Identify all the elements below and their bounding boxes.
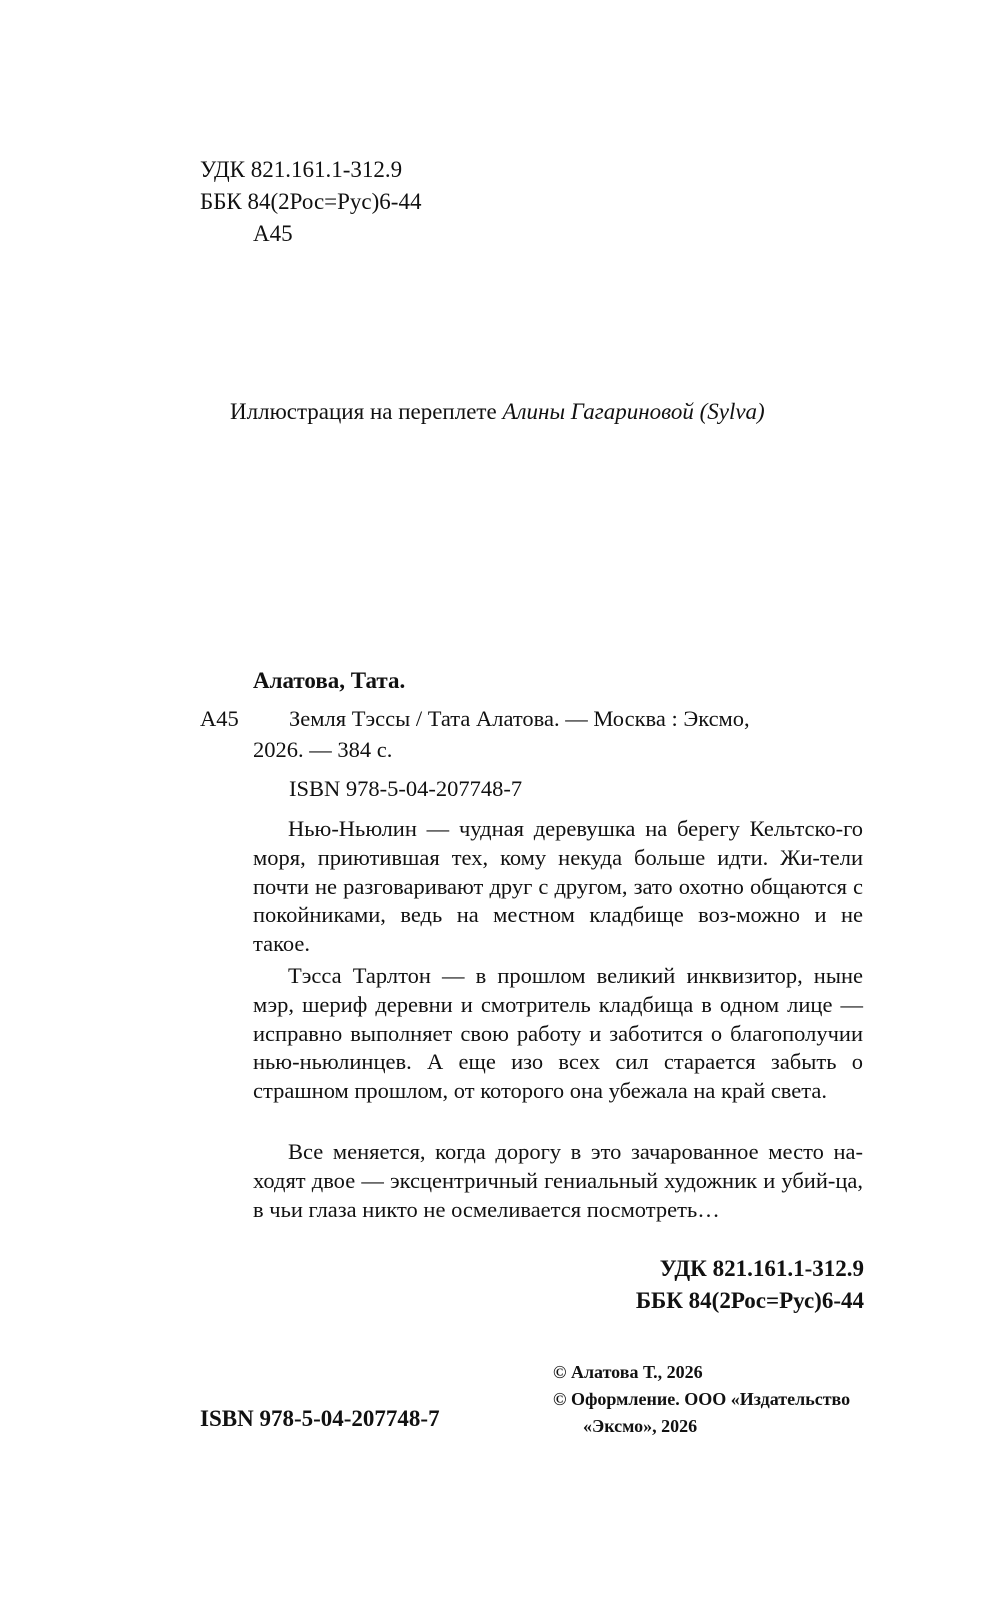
entry-title-line-2: 2026. — 384 с. <box>253 737 393 762</box>
author-heading: Алатова, Тата. <box>253 668 406 693</box>
bottom-udk-code: УДК 821.161.1-312.9 <box>659 1256 864 1281</box>
top-bbk-code: ББК 84(2Рос=Рус)6-44 <box>200 189 422 214</box>
top-author-mark: А45 <box>253 221 293 246</box>
bottom-bbk-code: ББК 84(2Рос=Рус)6-44 <box>635 1288 864 1313</box>
annotation-paragraph: Тэсса Тарлтон — в прошлом великий инквизитор, ныне мэр, шериф деревни и смотритель кладбища в одном лице — исправно выполняет свою работу и заботится о благополучии нью-ньюлинцев. А еще изо всех сил старается забыть о страшном прошлом, от которого она убежала на край света. <box>253 963 863 1104</box>
entry-author-mark: А45 <box>200 706 239 731</box>
credit-prefix: Иллюстрация на переплете <box>230 399 503 424</box>
annotation-paragraph: Нью-Ньюлин — чудная деревушка на берегу Кельтско-го моря, приютившая тех, кому некуда больше идти. Жи-тели почти не разговаривают друг с другом, зато охотно общаются с покойниками, ведь на местном кладбище воз-можно и не такое. <box>253 816 863 957</box>
annotation-paragraph: Все меняется, когда дорогу в это зачарованное место на-ходят двое — эксцентричный гениальный художник и убий-ца, в чьи глаза никто не осмеливается посмотреть… <box>253 1139 863 1222</box>
credit-artist: Алины Гагариновой (Sylva) <box>502 399 765 424</box>
isbn-bottom: ISBN 978-5-04-207748-7 <box>200 1406 440 1431</box>
copyright-line-1: © Алатова Т., 2026 <box>553 1362 703 1382</box>
entry-title-line-1: Земля Тэссы / Тата Алатова. — Москва : Эксмо, <box>289 706 750 731</box>
cover-illustration-credit <box>230 399 765 425</box>
copyright-line-3: «Эксмо», 2026 <box>583 1416 698 1436</box>
copyright-line-2: © Оформление. ООО «Издательство <box>553 1389 851 1409</box>
top-udk-code: УДК 821.161.1-312.9 <box>200 157 403 182</box>
entry-isbn: ISBN 978-5-04-207748-7 <box>289 776 523 801</box>
